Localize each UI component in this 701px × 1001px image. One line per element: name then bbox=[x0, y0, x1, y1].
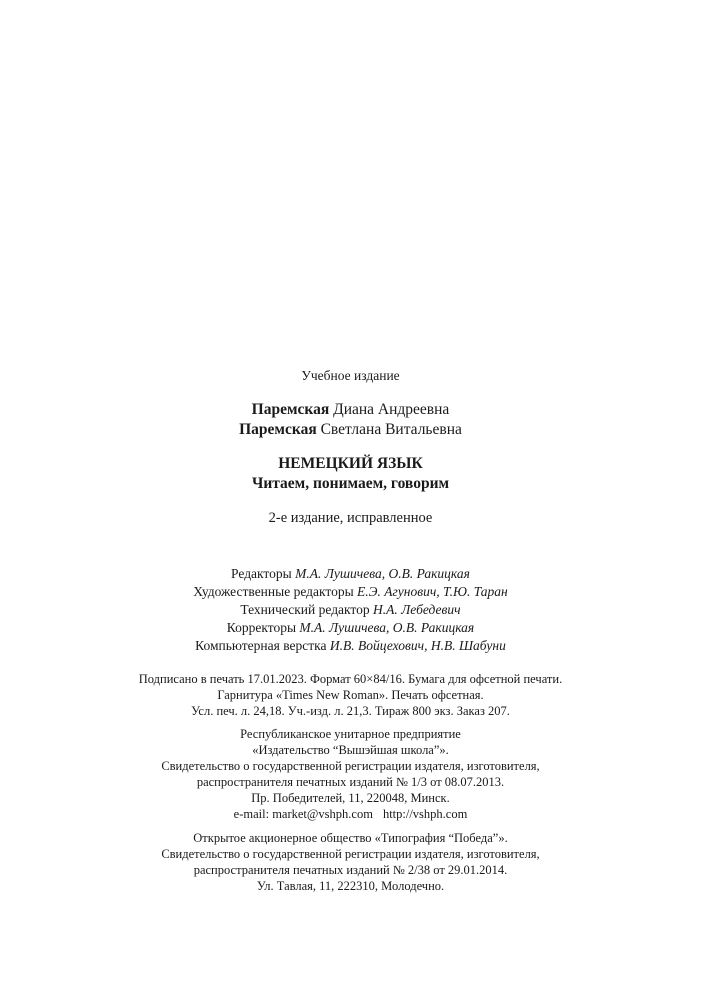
credit-names: Е.Э. Агунович, Т.Ю. Таран bbox=[357, 584, 508, 599]
credit-names: Н.А. Лебедевич bbox=[373, 602, 461, 617]
credit-names: М.А. Лушичева, О.В. Ракицкая bbox=[299, 620, 475, 635]
printer-line: распространителя печатных изданий № 2/38 от 29.01.2014. bbox=[193, 863, 508, 877]
author-surname: Паремская bbox=[239, 421, 317, 438]
author-given-name: Светлана Витальевна bbox=[320, 421, 462, 438]
author-line bbox=[0, 402, 701, 418]
credit-role: Корректоры bbox=[226, 620, 297, 635]
credit-role: Редакторы bbox=[231, 566, 292, 581]
publisher-line: «Издательство “Вышэйшая школа”». bbox=[252, 743, 449, 757]
edition-type-label: Учебное издание bbox=[301, 368, 400, 383]
publisher-line: Республиканское унитарное предприятие bbox=[240, 727, 461, 741]
credit-line bbox=[0, 639, 701, 653]
imprint-line: Усл. печ. л. 24,18. Уч.-изд. л. 21,3. Тираж 800 экз. Заказ 207. bbox=[191, 704, 510, 718]
printer-line: Свидетельство о государственной регистрации издателя, изготовителя, bbox=[161, 847, 540, 861]
credit-role: Художественные редакторы bbox=[193, 584, 354, 599]
author-given-name: Диана Андреевна bbox=[333, 401, 450, 418]
imprint-line: Гарнитура «Times New Roman». Печать офсетная. bbox=[217, 688, 484, 702]
credit-names: М.А. Лушичева, О.В. Ракицкая bbox=[295, 566, 470, 581]
publisher-website: http://vshph.com bbox=[382, 807, 468, 821]
publisher-line: Свидетельство о государственной регистрации издателя, изготовителя, bbox=[161, 759, 540, 773]
edition-note: 2-е издание, исправленное bbox=[268, 510, 433, 526]
publisher-line: распространителя печатных изданий № 1/3 от 08.07.2013. bbox=[196, 775, 505, 789]
publisher-contacts bbox=[0, 808, 701, 821]
credit-line bbox=[0, 603, 701, 617]
credit-line bbox=[0, 567, 701, 581]
publisher-line: Пр. Победителей, 11, 220048, Минск. bbox=[251, 791, 450, 805]
book-title: НЕМЕЦКИЙ ЯЗЫК bbox=[278, 455, 423, 472]
publisher-email: e-mail: market@vshph.com bbox=[233, 807, 373, 821]
book-subtitle: Читаем, понимаем, говорим bbox=[251, 475, 450, 492]
printer-line: Открытое акционерное общество «Типография “Победа”». bbox=[193, 831, 508, 845]
printer-line: Ул. Тавлая, 11, 222310, Молодечно. bbox=[256, 879, 445, 893]
credit-line bbox=[0, 585, 701, 599]
credit-role: Компьютерная верстка bbox=[195, 638, 327, 653]
credit-line bbox=[0, 621, 701, 635]
credit-role: Технический редактор bbox=[240, 602, 370, 617]
author-line bbox=[0, 422, 701, 438]
imprint-line: Подписано в печать 17.01.2023. Формат 60×84/16. Бумага для офсетной печати. bbox=[138, 672, 563, 686]
credit-names: И.В. Войцехович, Н.В. Шабуни bbox=[329, 638, 506, 653]
author-surname: Паремская bbox=[251, 401, 330, 418]
